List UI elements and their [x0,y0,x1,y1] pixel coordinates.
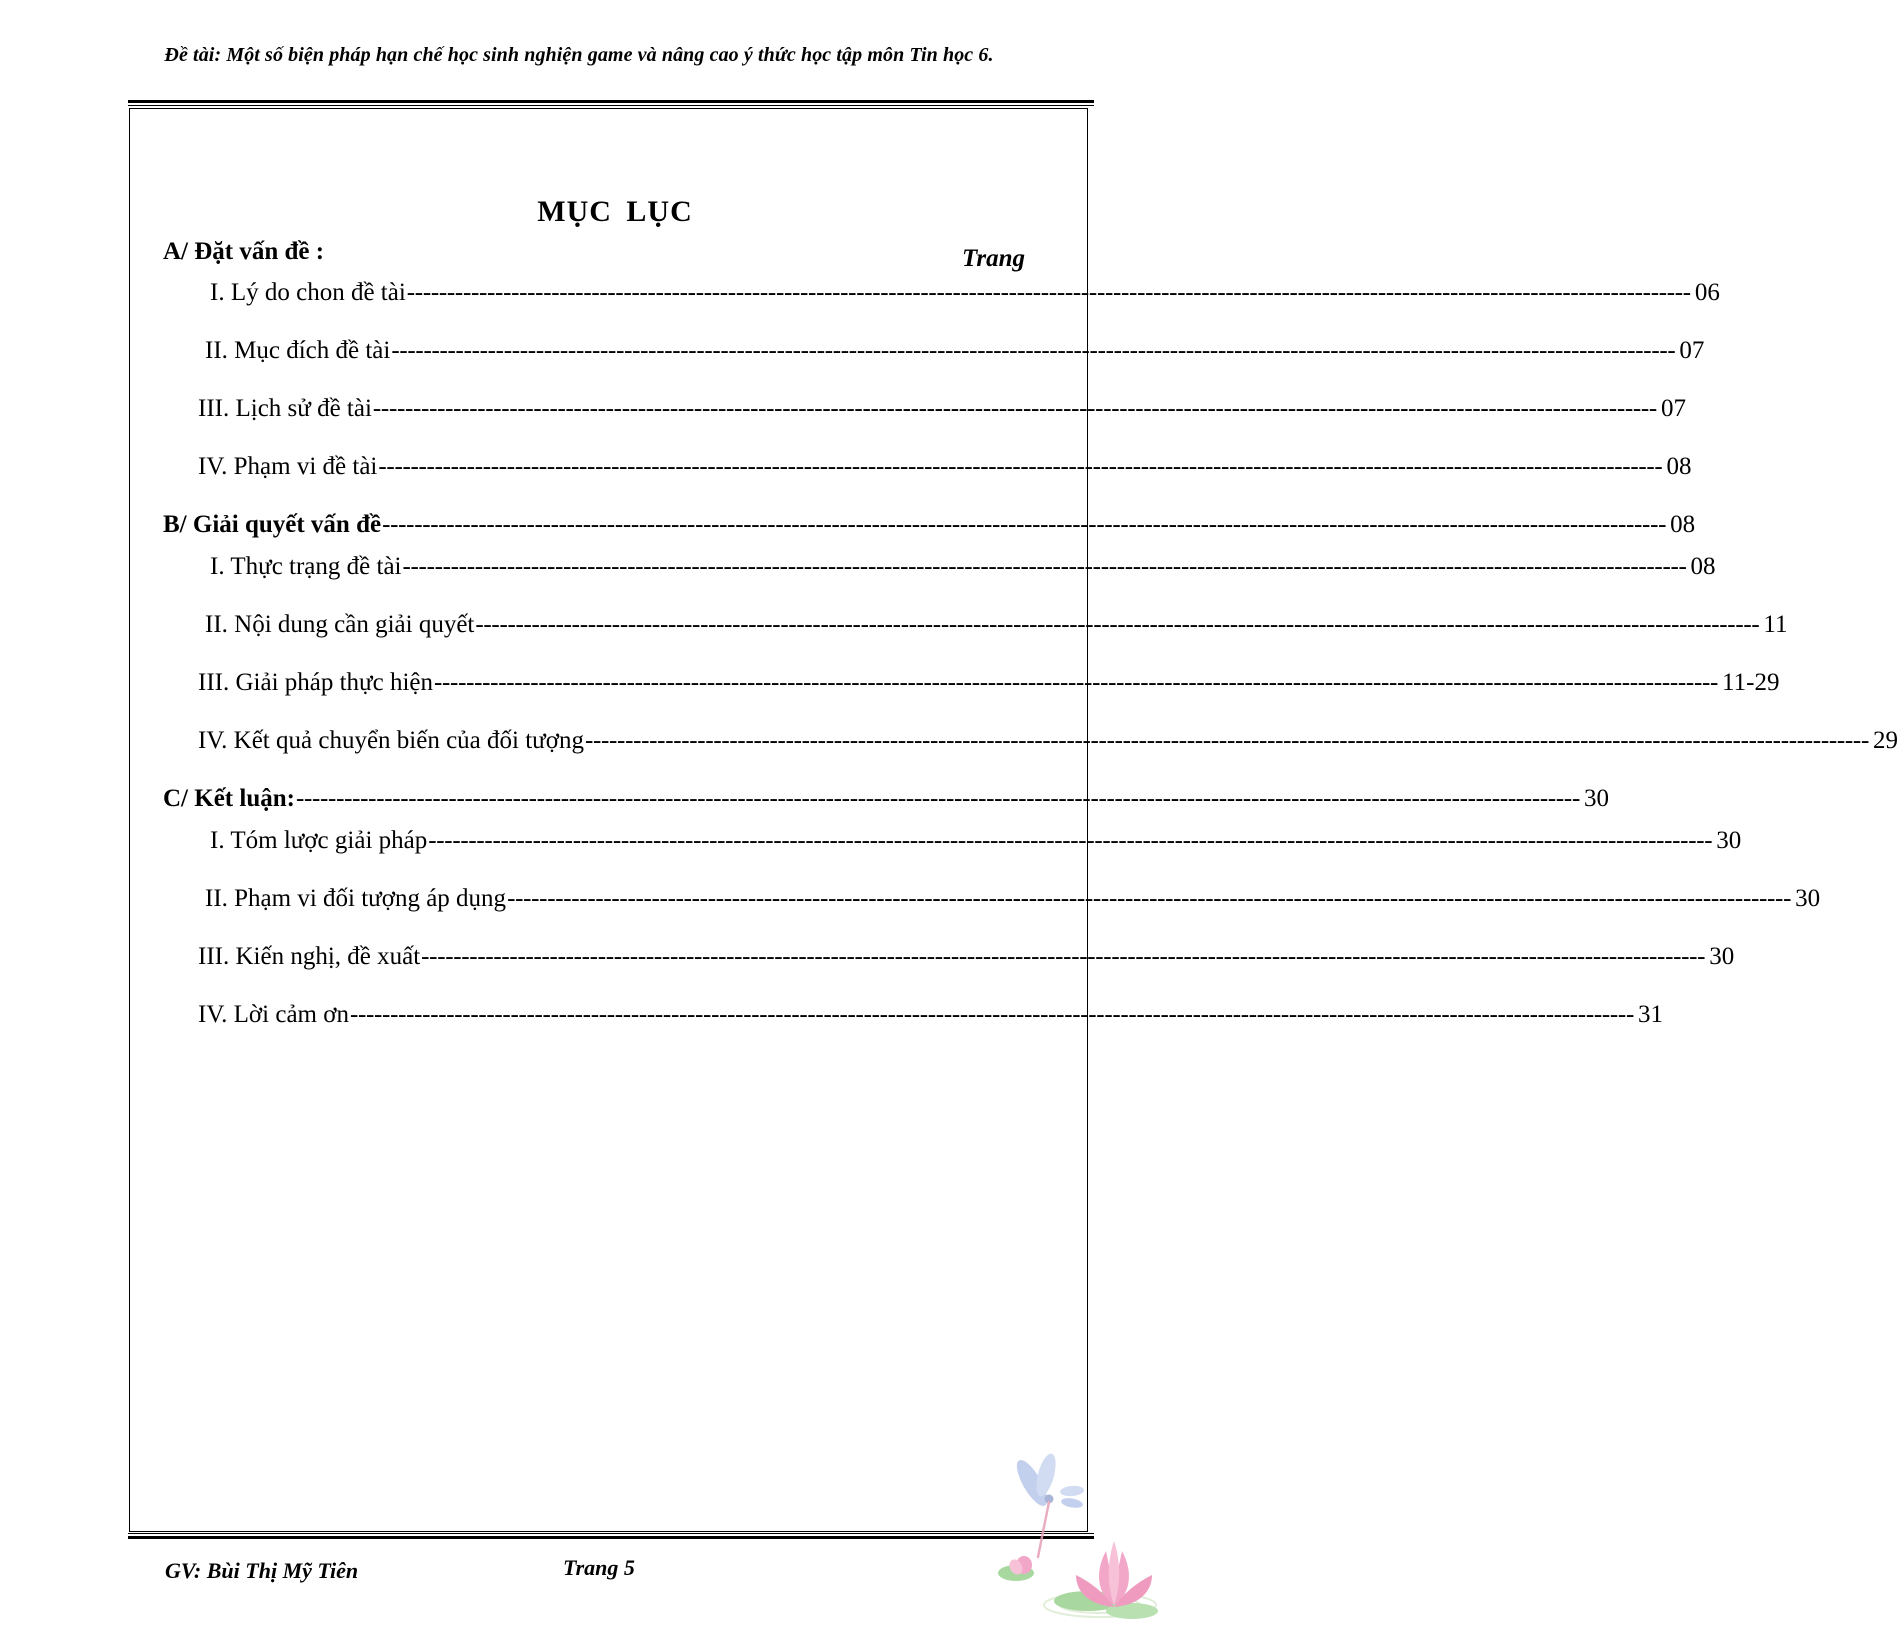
footer-rule-thin [128,1533,1094,1534]
toc-entry-label: II. Phạm vi đối tượng áp dụng [205,885,507,912]
lotus-leaf-icon [998,1556,1034,1581]
toc-entry-page: 29 [1872,727,1898,754]
dot-leader: ---------------------------------------------------------------------------------------------------------------------------------------------------------------- [428,827,1713,854]
toc-entry-page: 31 [1638,1001,1663,1028]
toc-entry-label: I. Thực trạng đề tài [210,553,402,580]
dot-leader: ---------------------------------------------------------------------------------------------------------------------------------------------------------------- [391,337,1676,364]
dot-leader: ---------------------------------------------------------------------------------------------------------------------------------------------------------------- [349,1001,1634,1028]
lotus-dragonfly-ornament [1002,1455,1158,1637]
dot-leader: ---------------------------------------------------------------------------------------------------------------------------------------------------------------- [584,727,1869,754]
toc-entry [205,608,1788,642]
toc-section-b [163,508,1696,542]
dot-leader: ---------------------------------------------------------------------------------------------------------------------------------------------------------------- [434,669,1719,696]
toc-entry-label: IV. Lời cảm ơn [198,1001,349,1028]
dot-leader: ---------------------------------------------------------------------------------------------------------------------------------------------------------------- [295,785,1580,812]
toc-entry [198,724,1898,758]
header-rule-thin [128,105,1094,106]
footer-rule-thick [128,1536,1094,1539]
toc-entry-page: 07 [1679,337,1705,364]
toc-entry [198,666,1780,700]
toc-section-label: B/ Giải quyết vấn đề [163,511,382,538]
toc-entry-label: III. Lịch sử đề tài [198,395,372,422]
toc-entry-label: IV. Kết quả chuyển biến của đối tượng [198,727,584,754]
toc-entry [198,940,1735,974]
toc-entry [198,392,1686,426]
toc-entry-page: 06 [1694,279,1720,306]
toc-entry-page: 08 [1690,553,1716,580]
toc-entry-label: I. Lý do chon đề tài [210,279,406,306]
toc-entry [205,334,1705,368]
toc-entry-page: 07 [1660,395,1686,422]
toc-entry-page: 30 [1709,943,1735,970]
dot-leader: ---------------------------------------------------------------------------------------------------------------------------------------------------------------- [406,279,1691,306]
dot-leader: ---------------------------------------------------------------------------------------------------------------------------------------------------------------- [378,453,1663,480]
toc-entry-page: 11 [1763,611,1788,638]
toc-entry [198,450,1692,484]
toc-entry-page: 11-29 [1722,669,1780,696]
toc-section-label: C/ Kết luận: [163,785,295,812]
toc-entry-label: I. Tóm lược giải pháp [210,827,428,854]
toc-title: MỤC LỤC [537,195,693,228]
header-rule-thick [128,100,1094,103]
toc-entry-page: 30 [1795,885,1821,912]
lotus-flower-icon [1054,1541,1158,1619]
toc-section-page: 08 [1670,511,1696,538]
toc-entry [210,824,1742,858]
footer-author: GV: Bùi Thị Mỹ Tiên [165,1558,359,1583]
dot-leader: ---------------------------------------------------------------------------------------------------------------------------------------------------------------- [402,553,1687,580]
toc-section-page: 30 [1584,785,1609,812]
toc-entry-page: 30 [1716,827,1742,854]
dot-leader: ---------------------------------------------------------------------------------------------------------------------------------------------------------------- [507,885,1792,912]
dot-leader: ---------------------------------------------------------------------------------------------------------------------------------------------------------------- [372,395,1657,422]
toc-entry-label: II. Nội dung cần giải quyết [205,611,475,638]
dot-leader: ---------------------------------------------------------------------------------------------------------------------------------------------------------------- [475,611,1760,638]
toc-entry-label: III. Kiến nghị, đề xuất [198,943,421,970]
header-title: Đề tài: Một số biện pháp hạn chế học sinh nghiện game và nâng cao ý thức học tập môn Tin học 6. [164,44,994,66]
toc-entry [205,882,1821,916]
toc-entry [210,550,1716,584]
dot-leader: ---------------------------------------------------------------------------------------------------------------------------------------------------------------- [421,943,1706,970]
toc-section-a [163,235,463,269]
footer-page-number: Trang 5 [563,1555,635,1580]
dragonfly-icon [1011,1452,1084,1557]
toc-section-label: A/ Đặt vấn đề : [163,238,325,265]
toc-entry-label: III. Giải pháp thực hiện [198,669,433,696]
page-frame [129,108,1088,1532]
trang-column-label: Trang [962,245,1025,272]
toc-entry-label: IV. Phạm vi đề tài [198,453,378,480]
dot-leader: ---------------------------------------------------------------------------------------------------------------------------------------------------------------- [382,511,1667,538]
toc-entry-page: 08 [1666,453,1692,480]
toc-entry [198,998,1663,1032]
toc-entry [210,276,1720,310]
toc-entry-label: II. Mục đích đề tài [205,337,391,364]
toc-section-c [163,782,1609,816]
